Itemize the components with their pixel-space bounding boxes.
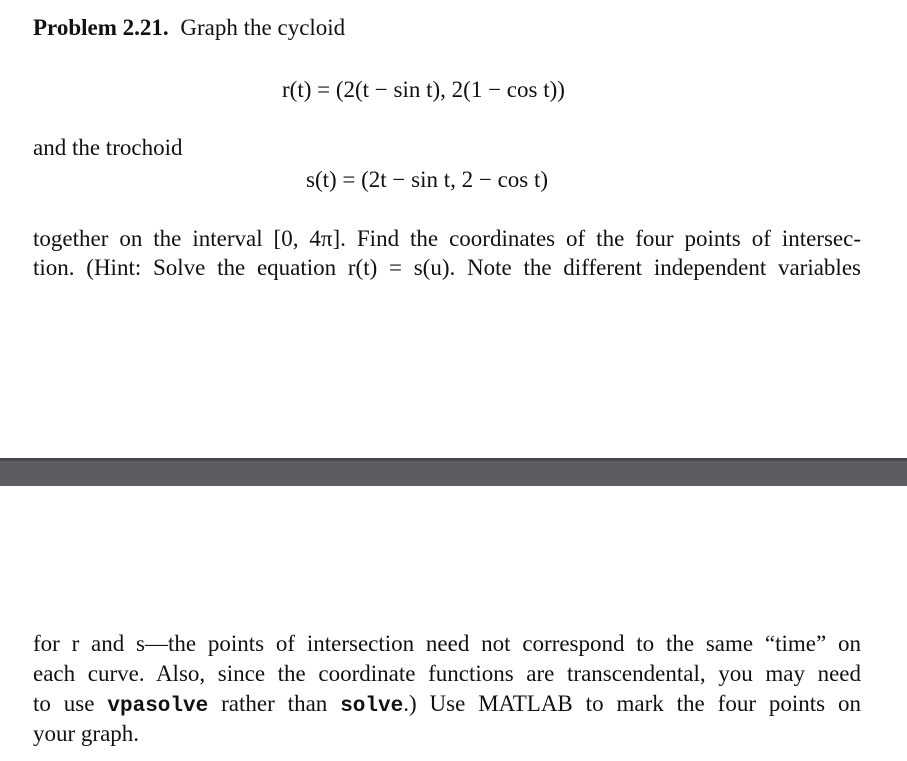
page-divider-edge: [0, 458, 907, 461]
line-3-mid: rather than: [221, 691, 328, 716]
trochoid-label: and the trochoid: [33, 135, 183, 160]
page-divider: [0, 458, 907, 486]
equation-cycloid: r(t) = (2(t − sin t), 2(1 − cos t)): [282, 77, 565, 102]
line-3-prefix: to use: [33, 691, 95, 716]
problem-number: Problem 2.21.: [33, 15, 169, 40]
paragraph-2-line-4: your graph.: [33, 721, 140, 746]
paragraph-1-line-1: together on the interval [0, 4π]. Find the coordinates of the four points of intersec-: [33, 226, 861, 251]
code-vpasolve: vpasolve: [107, 695, 209, 718]
paragraph-1-line-2: tion. (Hint: Solve the equation r(t) = s(u). Note the different independent variables: [33, 255, 861, 280]
paragraph-2-line-3: [33, 690, 861, 721]
paragraph-2-line-1: for r and s—the points of intersection need not correspond to the same “time” on: [33, 631, 861, 656]
line-3-suffix: .) Use MATLAB to mark the four points on: [403, 691, 862, 716]
code-solve: solve: [340, 695, 404, 718]
paragraph-2-line-2: each curve. Also, since the coordinate functions are transcendental, you may need: [33, 661, 861, 686]
problem-heading: [33, 14, 345, 42]
problem-intro: Graph the cycloid: [180, 15, 346, 40]
equation-trochoid: s(t) = (2t − sin t, 2 − cos t): [306, 167, 549, 192]
